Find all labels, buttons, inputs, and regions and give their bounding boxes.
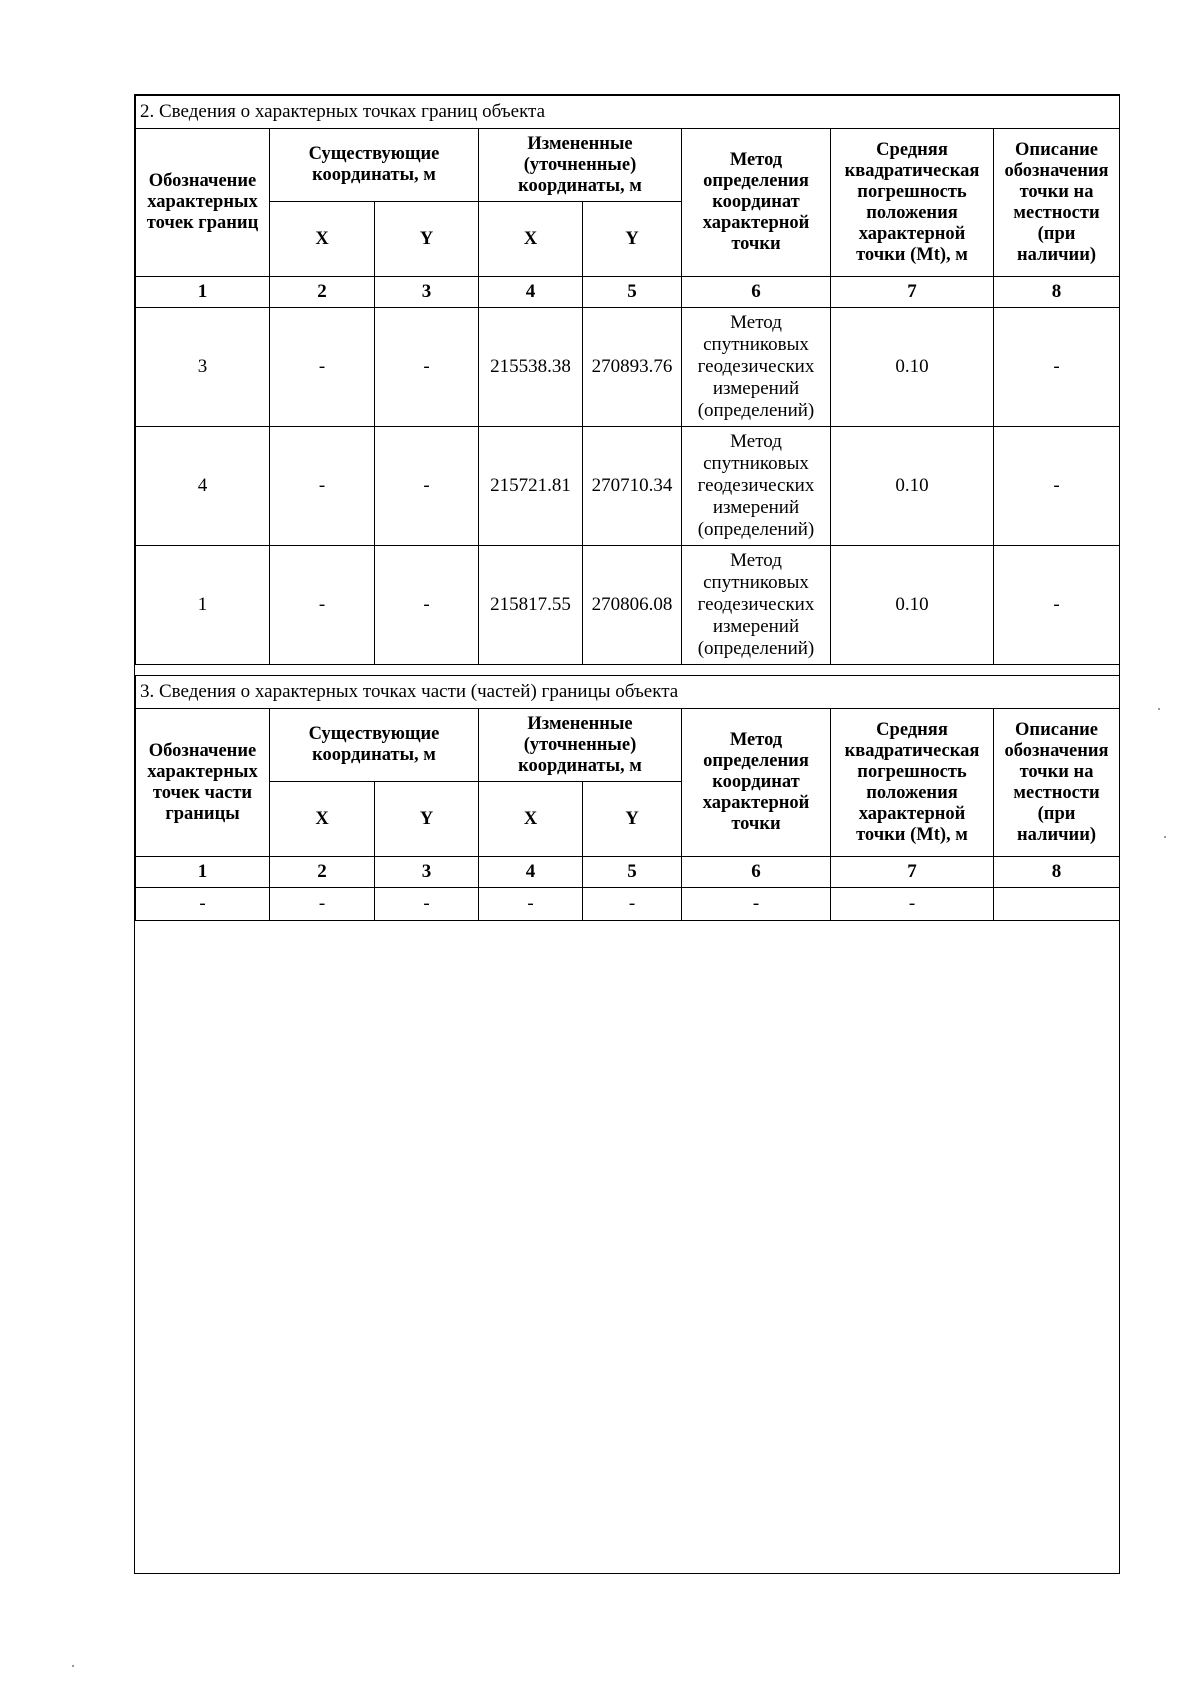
column-number: 7 — [831, 277, 994, 308]
column-number: 3 — [375, 277, 479, 308]
header-x: X — [479, 202, 583, 277]
header-y: Y — [583, 782, 682, 857]
section-title: 2. Сведения о характерных точках границ объекта — [136, 96, 1120, 129]
column-number: 8 — [994, 857, 1120, 888]
boundary-points-table — [135, 95, 1120, 665]
header-changed-coords: Измененные (уточненные) координаты, м — [479, 129, 682, 202]
existing-x: - — [270, 427, 375, 546]
column-number: 4 — [479, 857, 583, 888]
existing-y: - — [375, 546, 479, 665]
column-number: 3 — [375, 857, 479, 888]
column-number: 2 — [270, 277, 375, 308]
page-frame — [134, 94, 1120, 1574]
header-designation: Обозначение характерных точек части границы — [136, 709, 270, 857]
method: Метод спутниковых геодезических измерений (определений) — [682, 308, 831, 427]
table-row — [136, 427, 1120, 546]
header-x: X — [270, 782, 375, 857]
changed-x: 215721.81 — [479, 427, 583, 546]
scan-speck — [1158, 708, 1160, 710]
table-cell — [994, 888, 1120, 921]
table-cell: - — [583, 888, 682, 921]
header-existing-coords: Существующие координаты, м — [270, 129, 479, 202]
changed-x: 215538.38 — [479, 308, 583, 427]
existing-y: - — [375, 308, 479, 427]
section-title: 3. Сведения о характерных точках части (частей) границы объекта — [136, 676, 1120, 709]
column-number: 6 — [682, 857, 831, 888]
table-cell: - — [831, 888, 994, 921]
changed-y: 270893.76 — [583, 308, 682, 427]
column-number: 1 — [136, 857, 270, 888]
header-error: Средняя квадратическая погрешность положения характерной точки (Mt), м — [831, 129, 994, 277]
point-id: 1 — [136, 546, 270, 665]
scan-speck — [72, 1665, 74, 1667]
mt-error: 0.10 — [831, 546, 994, 665]
column-number: 8 — [994, 277, 1120, 308]
existing-x: - — [270, 308, 375, 427]
existing-y: - — [375, 427, 479, 546]
point-description: - — [994, 308, 1120, 427]
header-error: Средняя квадратическая погрешность положения характерной точки (Mt), м — [831, 709, 994, 857]
method: Метод спутниковых геодезических измерений (определений) — [682, 427, 831, 546]
table-cell: - — [270, 888, 375, 921]
method: Метод спутниковых геодезических измерений (определений) — [682, 546, 831, 665]
changed-y: 270710.34 — [583, 427, 682, 546]
header-existing-coords: Существующие координаты, м — [270, 709, 479, 782]
header-designation: Обозначение характерных точек границ — [136, 129, 270, 277]
header-y: Y — [375, 782, 479, 857]
column-number: 7 — [831, 857, 994, 888]
scan-speck — [1164, 836, 1166, 838]
header-description: Описание обозначения точки на местности (при наличии) — [994, 709, 1120, 857]
point-id: 3 — [136, 308, 270, 427]
header-y: Y — [375, 202, 479, 277]
table-cell: - — [375, 888, 479, 921]
point-description: - — [994, 546, 1120, 665]
mt-error: 0.10 — [831, 427, 994, 546]
header-method: Метод определения координат характерной точки — [682, 129, 831, 277]
table-row — [136, 308, 1120, 427]
header-description: Описание обозначения точки на местности (при наличии) — [994, 129, 1120, 277]
point-id: 4 — [136, 427, 270, 546]
table-row — [136, 888, 1120, 921]
column-number: 5 — [583, 277, 682, 308]
table-cell: - — [682, 888, 831, 921]
point-description: - — [994, 427, 1120, 546]
table-row — [136, 546, 1120, 665]
header-method: Метод определения координат характерной точки — [682, 709, 831, 857]
column-number: 6 — [682, 277, 831, 308]
existing-x: - — [270, 546, 375, 665]
table-cell: - — [479, 888, 583, 921]
header-x: X — [479, 782, 583, 857]
column-number: 5 — [583, 857, 682, 888]
table-cell: - — [136, 888, 270, 921]
column-number: 2 — [270, 857, 375, 888]
mt-error: 0.10 — [831, 308, 994, 427]
header-changed-coords: Измененные (уточненные) координаты, м — [479, 709, 682, 782]
changed-x: 215817.55 — [479, 546, 583, 665]
column-number: 1 — [136, 277, 270, 308]
part-boundary-points-table — [135, 675, 1120, 921]
changed-y: 270806.08 — [583, 546, 682, 665]
column-number: 4 — [479, 277, 583, 308]
header-y: Y — [583, 202, 682, 277]
header-x: X — [270, 202, 375, 277]
